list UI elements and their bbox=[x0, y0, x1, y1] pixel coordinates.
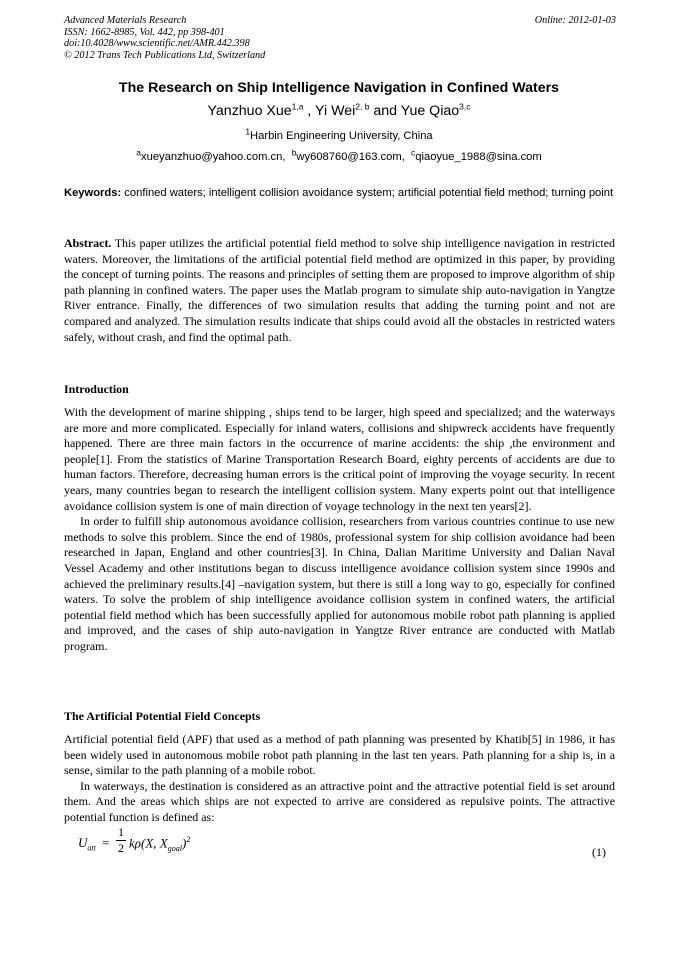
keywords-text: confined waters; intelligent collision avoidance system; artificial potential field method; turning point bbox=[121, 187, 614, 199]
author-affil-mark: 1,a bbox=[291, 101, 304, 112]
abstract-label: Abstract. bbox=[64, 236, 112, 250]
author-separator: , bbox=[303, 103, 316, 119]
keywords-label: Keywords: bbox=[64, 187, 122, 199]
email-address[interactable]: xueyanzhuo@yahoo.com.cn, bbox=[141, 151, 286, 163]
equation-attractive-potential bbox=[78, 826, 278, 862]
equation-lhs: $U_{att}$ bbox=[78, 835, 96, 853]
journal-name: Advanced Materials Research bbox=[64, 15, 187, 26]
email-mark: c bbox=[411, 147, 416, 158]
author-affil-mark: 3,c bbox=[459, 101, 471, 112]
email-mark: a bbox=[136, 147, 142, 158]
email-address[interactable]: qiaoyue_1988@sina.com bbox=[415, 151, 542, 163]
abstract-text: This paper utilizes the artificial potential field method to solve ship intelligence navigation in restricted waters. Moreover, the limitations of the artificial potential field method are optimized in this paper, by providing the concept of turning points. The reasons and principles of setting them are proposed to improve algorithm of ship path planning in confined waters. The paper uses the Matlab program to simulate ship auto-navigation in Yangtze River entrance. Finally, the differences of two simulation results that adding the turning point and not are compared and analyzed. The simulation results indicate that ships could avoid all the obstacles in restricted waters safely, without crash, and find the optimal path. bbox=[64, 236, 615, 344]
apf-body bbox=[64, 732, 615, 826]
equation-number: (1) bbox=[592, 845, 606, 859]
issn-line: ISSN: 1662-8985, Vol. 442, pp 398-401 bbox=[64, 26, 225, 38]
copyright-line: © 2012 Trans Tech Publications Ltd, Switzerland bbox=[64, 49, 266, 61]
paper-title: The Research on Ship Intelligence Navigation in Confined Waters bbox=[118, 80, 560, 96]
fraction-denominator: 2 bbox=[118, 841, 124, 855]
author-name: Yanzhuo Xue bbox=[207, 103, 292, 119]
fraction-numerator: 1 bbox=[118, 825, 124, 839]
abstract bbox=[64, 236, 615, 345]
email-mark: b bbox=[291, 147, 297, 158]
paragraph: In order to fulfill ship autonomous avoidance collision, researchers from various countries continue to use new methods to solve this problem. Since the end of 1980s, professional system for ship collision avoidance had been researched in Japan, England and other countries[3]. In China, Dalian Maritime University and Dalian Naval Vessel Academy and other institutions began to discuss intelligence avoidance collision system since 1990s and achieved the preliminary results.[4] –navigation system, but there is still a long way to go, especially for confined waters. To solve the problem of ship intelligence avoidance collision system in confined waters, the artificial potential field method which has been successfully applied for autonomous mobile robot path planning is applied and improved, and the cases of ship auto-navigation in Yangtze River entrance are conducted with Matlab program. bbox=[64, 514, 615, 653]
equation-fraction bbox=[116, 826, 126, 855]
affiliation-mark: 1 bbox=[245, 126, 251, 137]
paragraph: Artificial potential field (APF) that used as a method of path planning was presented by Khatib[5] in 1986, it has been widely used in autonomous mobile robot path planning in the last ten years. Path planning for a ship is, in a sense, similar to the path planning of a mobile robot. bbox=[64, 732, 615, 778]
introduction-body bbox=[64, 405, 615, 655]
author-name: Yi Wei bbox=[315, 103, 356, 119]
section-heading-apf: The Artificial Potential Field Concepts bbox=[64, 709, 261, 723]
affiliation bbox=[64, 126, 614, 142]
author-affil-mark: 2, b bbox=[355, 101, 370, 112]
paragraph: With the development of marine shipping , ships tend to be larger, high speed and specialized; and the waterways are more and more complicated. Especially for inland waters, collisions and shipwreck accidents have frequently happened. There are three main factors in the occurrence of marine accidents: the ship ,the environment and people[1]. From the statistics of Marine Transportation Research Board, eighty percents of accidents are due to human factors. Therefore, decreasing human errors is the critical point of improving the voyage security. In recent years, many countries began to research the intelligent collision system. Many experts point out that intelligence avoidance collision system is one of main direction of voyage technology in the next ten years[2]. bbox=[64, 405, 615, 513]
paragraph: In waterways, the destination is considered as an attractive point and the attractive potential field is set around them. And the areas which ships are not expected to arrive are considered as repulsive points. The attractive potential function is defined as: bbox=[64, 778, 615, 824]
online-date: Online: 2012-01-03 bbox=[534, 15, 616, 26]
equals-sign: = bbox=[102, 835, 110, 850]
equation-body: kρ(X, $X_{goal})^2$ bbox=[129, 835, 191, 853]
author-separator: and bbox=[369, 103, 401, 119]
author-list bbox=[64, 103, 614, 119]
keywords bbox=[64, 186, 616, 201]
email-list bbox=[64, 147, 614, 163]
journal-header bbox=[64, 15, 616, 61]
email-address[interactable]: wy608760@163.com, bbox=[296, 151, 405, 163]
doi-line: doi:10.4028/www.scientific.net/AMR.442.398 bbox=[64, 38, 250, 49]
affiliation-text: Harbin Engineering University, China bbox=[250, 130, 433, 142]
section-heading-introduction: Introduction bbox=[64, 382, 129, 396]
author-name: Yue Qiao bbox=[400, 103, 460, 119]
